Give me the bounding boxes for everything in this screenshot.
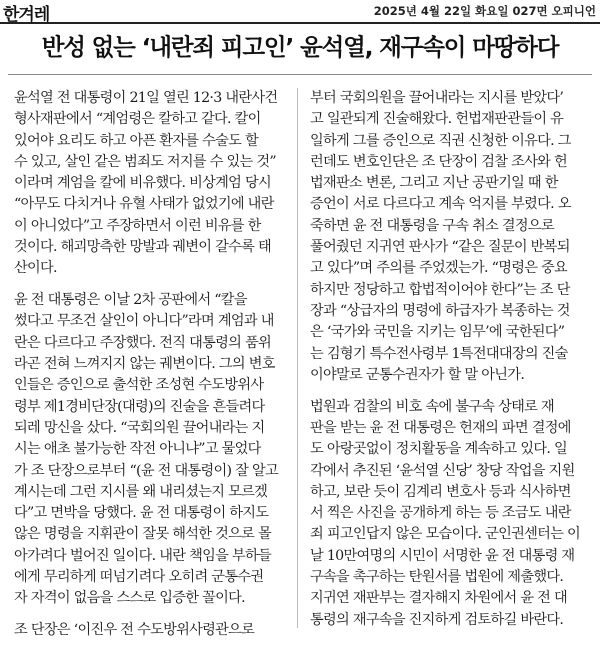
dateline: 2025년 4월 22일 화요일 027면 오피니언 (373, 4, 596, 18)
text-line: 이라며 계엄을 칼에 비유했다. 비상계엄 당시 (14, 175, 271, 192)
article-paragraph (310, 397, 585, 631)
text-line: 는 김형기 특수전사령부 1특전대대장의 진술 (310, 345, 568, 362)
text-line: 풀어줬던 지귀연 판사가 “같은 질문이 반복되 (310, 239, 570, 256)
text-line: 도 아랑곳없이 정치활동을 계속하고 있다. 일 (310, 441, 567, 458)
text-line: 령부 제1경비단장(대령)의 진술을 흔들려다 (14, 398, 265, 415)
text-line: 런데도 변호인단은 조 단장이 검찰 조사와 헌 (310, 153, 567, 170)
text-line: 형사재판에서 “계엄령은 칼하고 같다. 칼이 (14, 111, 261, 128)
article-paragraph (14, 620, 289, 641)
article-paragraph (310, 88, 585, 386)
headline-divider (8, 74, 592, 75)
text-line: 아가려다 벌어진 일이다. 내란 책임을 부하들 (14, 547, 271, 564)
text-line: 죄 피고인답지 않은 모습이다. 군인권센터는 이 (310, 526, 580, 543)
text-line: 인들은 증인으로 출석한 조성현 수도방위사 (14, 377, 264, 394)
text-line: 계시는데 그런 지시를 왜 내리셨는지 모르겠 (14, 483, 268, 500)
text-line: 증언이 서로 다르다고 계속 억지를 부렸다. 오 (310, 196, 571, 213)
text-line: 고 있다”며 주의를 주었겠는가. “명령은 중요 (310, 260, 568, 277)
text-line: 하지만 정당하고 합법적이어야 한다”는 조 단 (310, 281, 570, 298)
text-line: 자 자격이 없음을 스스로 입증한 꼴이다. (14, 590, 245, 607)
text-line: 있어야 요리도 하고 아픈 환자를 수술도 할 (14, 132, 258, 149)
text-line: “아무도 다치거나 유혈 사태가 없었기에 내란 (14, 196, 274, 213)
text-line: 산이다. (14, 260, 57, 277)
masthead (0, 0, 600, 24)
paragraph-gap (14, 610, 289, 621)
text-line: 에게 무리하게 떠넘기려다 오히려 군통수권 (14, 569, 264, 586)
text-line: 법원과 검찰의 비호 속에 불구속 상태로 재 (310, 398, 554, 415)
text-line: 구속을 촉구하는 탄원서를 법원에 제출했다. (310, 569, 564, 586)
text-line: 윤 전 대통령은 이날 2차 공판에서 “칼을 (14, 292, 247, 309)
newspaper-logo: 한겨레 (3, 5, 50, 25)
text-line: 않은 명령을 지휘관이 잘못 해석한 것으로 몰 (14, 526, 271, 543)
text-line: 지귀연 재판부는 결자해지 차원에서 윤 전 대 (310, 590, 567, 607)
text-line: 조 단장은 ‘이진우 전 수도방위사령관으로 (14, 622, 255, 639)
text-line: 통령의 재구속을 진지하게 검토하길 바란다. (310, 611, 564, 628)
article-paragraph (14, 290, 289, 609)
text-line: 수 있고, 살인 같은 범죄도 저지를 수 있는 것” (14, 153, 276, 170)
text-line: 하고, 보란 듯이 김계리 변호사 등과 식사하면 (310, 483, 571, 500)
text-line: 서 찍은 사진을 공개하게 하는 등 조금도 내란 (310, 505, 571, 522)
text-line: 장과 “상급자의 명령에 하급자가 복종하는 것 (310, 302, 570, 319)
text-line: 란은 다르다고 주장했다. 전직 대통령의 품위 (14, 334, 271, 351)
text-line: 다”고 면박을 당했다. 윤 전 대통령이 하지도 (14, 505, 269, 522)
text-line: 이야말로 군통수권자가 할 말 아닌가. (310, 366, 525, 383)
text-line: 부터 국회의원을 끌어내라는 지시를 받았다’ (310, 90, 564, 106)
article-column-left (14, 88, 289, 641)
article-column-right (310, 88, 585, 631)
text-line: 가 조 단장으로부터 “(윤 전 대통령이) 잘 알고 (14, 462, 278, 479)
text-line: 것이다. 해괴망측한 망발과 궤변이 갈수록 태 (14, 239, 271, 256)
text-line: 썼다고 무조건 살인이 아니다”라며 계엄과 내 (14, 313, 274, 330)
text-line: 날 10만여명의 시민이 서명한 윤 전 대통령 재 (310, 547, 575, 564)
text-line: 이 아니었다”고 주장하면서 이런 비유를 한 (14, 217, 261, 234)
headline: 반성 없는 ‘내란죄 피고인’ 윤석열, 재구속이 마땅하다 (41, 33, 559, 61)
text-line: 윤석열 전 대통령이 21일 열린 12·3 내란사건 (14, 90, 278, 106)
text-line: 판을 받는 윤 전 대통령은 헌재의 파면 결정에 (310, 419, 571, 436)
paragraph-gap (14, 280, 289, 291)
text-line: 법재판소 변론, 그리고 지난 공판기일 때 한 (310, 175, 558, 192)
text-line: 라곤 전혀 느껴지지 않는 궤변이다. 그의 변호 (14, 356, 275, 373)
text-line: 일하게 그를 증인으로 직권 신청한 이유다. 그 (310, 132, 571, 149)
text-line: 되레 망신을 샀다. “국회의원 끌어내라는 지 (14, 419, 265, 436)
paragraph-gap (310, 386, 585, 397)
column-divider (297, 88, 298, 628)
text-line: 은 ‘국가와 국민을 지키는 임무’에 국한된다” (310, 324, 565, 341)
text-line: 고 일관되게 진술해왔다. 헌법재판관들이 유 (310, 111, 564, 128)
text-line: 시는 애초 불가능한 작전 아니냐”고 물었다 (14, 441, 261, 458)
text-line: 죽하면 윤 전 대통령을 구속 취소 결정으로 (310, 217, 554, 234)
text-line: 각에서 추진된 ‘윤석열 신당’ 창당 작업을 지원 (310, 462, 575, 479)
article-paragraph (14, 88, 289, 280)
